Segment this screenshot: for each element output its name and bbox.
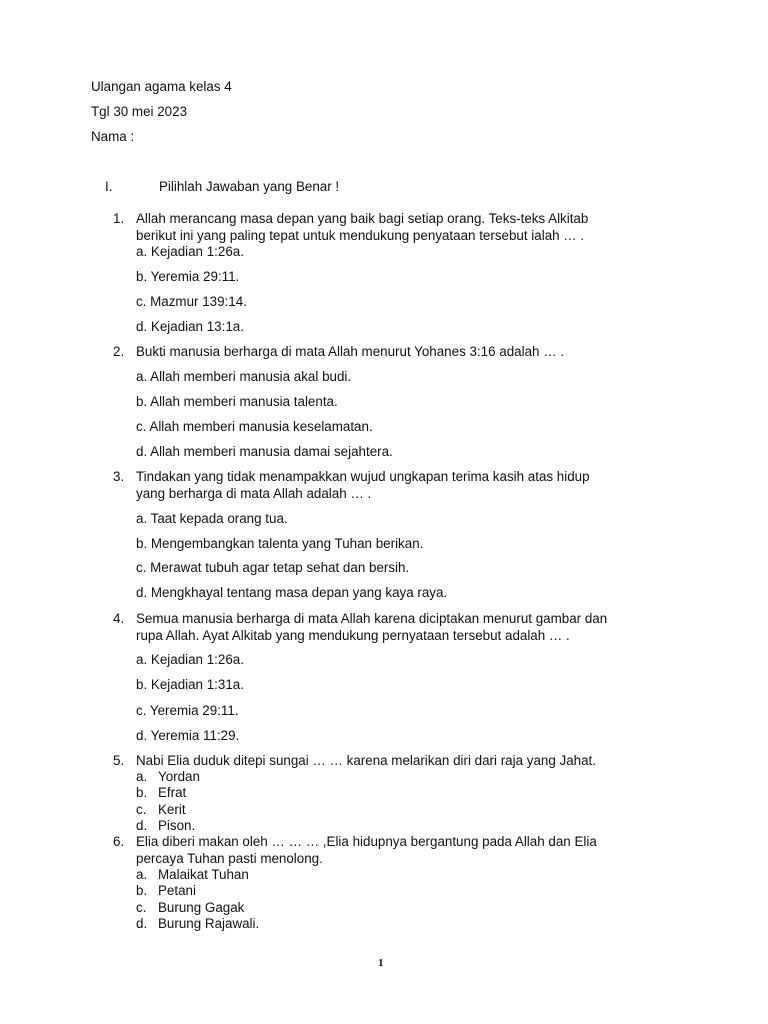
answer-option: b. Mengembangkan talenta yang Tuhan berikan.: [136, 536, 424, 551]
answer-option-letter: d.: [136, 916, 148, 931]
answer-option: c. Yeremia 29:11.: [136, 703, 239, 718]
section-number: I.: [105, 179, 113, 194]
question-text: berikut ini yang paling tepat untuk mendukung penyataan tersebut ialah … .: [136, 228, 585, 243]
question-text: Tindakan yang tidak menampakkan wujud ungkapan terima kasih atas hidup: [136, 469, 590, 484]
question-text: Nabi Elia duduk ditepi sungai … … karena melarikan diri dari raja yang Jahat.: [136, 753, 596, 768]
answer-option: c. Mazmur 139:14.: [136, 294, 247, 309]
section-title: Pilihlah Jawaban yang Benar !: [159, 179, 340, 194]
answer-option-letter: d.: [136, 818, 148, 833]
answer-option: a. Kejadian 1:26a.: [136, 244, 244, 259]
answer-option-letter: a.: [136, 769, 148, 784]
question-number: 1.: [113, 211, 125, 226]
answer-option-letter: b.: [136, 883, 148, 898]
answer-option: b. Allah memberi manusia talenta.: [136, 394, 338, 409]
answer-option: Burung Rajawali.: [158, 916, 260, 931]
question-text: Bukti manusia berharga di mata Allah menurut Yohanes 3:16 adalah … .: [136, 344, 565, 359]
answer-option: Malaikat Tuhan: [158, 867, 249, 882]
question-number: 2.: [113, 344, 125, 359]
question-number: 3.: [113, 469, 125, 484]
answer-option: Burung Gagak: [158, 900, 245, 915]
answer-option: b. Yeremia 29:11.: [136, 269, 240, 284]
question-number: 5.: [113, 753, 125, 768]
question-text: Allah merancang masa depan yang baik bagi setiap orang. Teks-teks Alkitab: [136, 211, 589, 226]
answer-option: d. Kejadian 13:1a.: [136, 319, 244, 334]
answer-option: a. Taat kepada orang tua.: [136, 511, 288, 526]
answer-option: b. Kejadian 1:31a.: [136, 677, 244, 692]
answer-option: c. Merawat tubuh agar tetap sehat dan bersih.: [136, 560, 410, 575]
question-text: rupa Allah. Ayat Alkitab yang mendukung pernyataan tersebut adalah … .: [136, 628, 570, 643]
name-label: Nama :: [91, 129, 135, 144]
answer-option: Petani: [158, 883, 196, 898]
answer-option: Yordan: [158, 769, 200, 784]
answer-option: d. Yeremia 11:29.: [136, 728, 240, 743]
answer-option-letter: c.: [136, 802, 147, 817]
answer-option: a. Kejadian 1:26a.: [136, 652, 244, 667]
page-number: 1: [378, 957, 384, 969]
question-text: yang berharga di mata Allah adalah … .: [136, 486, 372, 501]
question-number: 4.: [113, 611, 125, 626]
question-text: percaya Tuhan pasti menolong.: [136, 851, 323, 866]
answer-option: Pison.: [158, 818, 196, 833]
answer-option-letter: c.: [136, 900, 147, 915]
document-date: Tgl 30 mei 2023: [91, 104, 188, 119]
answer-option: c. Allah memberi manusia keselamatan.: [136, 419, 373, 434]
answer-option-letter: b.: [136, 785, 148, 800]
question-number: 6.: [113, 834, 125, 849]
question-text: Elia diberi makan oleh … … … ,Elia hidupnya bergantung pada Allah dan Elia: [136, 834, 597, 849]
answer-option-letter: a.: [136, 867, 148, 882]
answer-option: d. Allah memberi manusia damai sejahtera.: [136, 444, 393, 459]
document-title: Ulangan agama kelas 4: [91, 79, 232, 94]
answer-option: a. Allah memberi manusia akal budi.: [136, 369, 352, 384]
answer-option: d. Mengkhayal tentang masa depan yang kaya raya.: [136, 585, 448, 600]
answer-option: Kerit: [158, 802, 186, 817]
question-text: Semua manusia berharga di mata Allah karena diciptakan menurut gambar dan: [136, 611, 608, 626]
answer-option: Efrat: [158, 785, 187, 800]
